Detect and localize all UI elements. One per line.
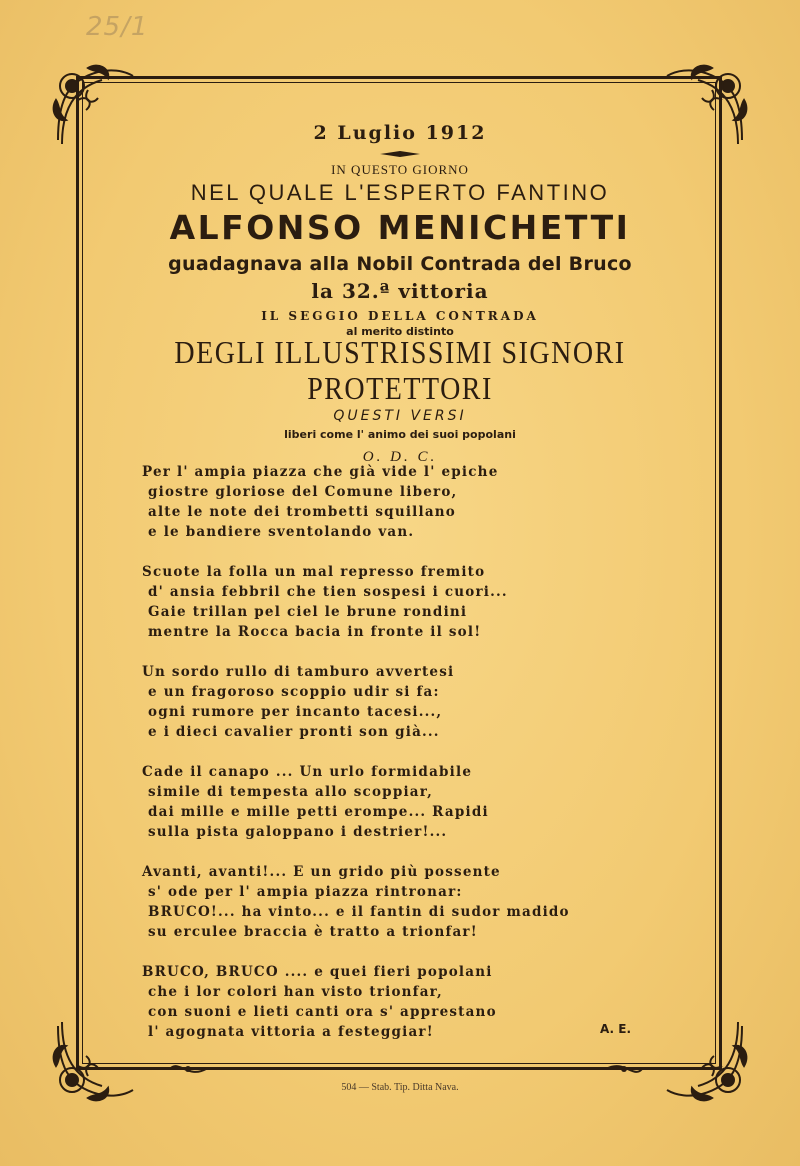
protettori-line: DEGLI ILLUSTRISSIMI SIGNORI PROTETTORI	[174, 336, 626, 407]
poem-line: Scuote la folla un mal represso fremito	[142, 564, 486, 580]
poem-line: simile di tempesta allo scoppiar,	[148, 784, 433, 800]
poem-line: Per l' ampia piazza che già vide l' epiche	[142, 464, 499, 480]
poem-line: mentre la Rocca bacia in fronte il sol!	[148, 624, 482, 640]
poem-line: ogni rumore per incanto tacesi...,	[148, 704, 443, 720]
jockey-name: ALFONSO MENICHETTI	[169, 208, 631, 247]
poem	[142, 462, 662, 1062]
header-block	[100, 118, 700, 466]
printer-imprint: 504 — Stab. Tip. Ditta Nava.	[341, 1082, 459, 1093]
poem-line: su erculee braccia è tratto a trionfar!	[148, 924, 478, 940]
poem-line: e le bandiere sventolando van.	[148, 524, 415, 540]
poem-line: e un fragoroso scoppio udir si fa:	[148, 684, 440, 700]
stanza	[142, 662, 662, 742]
poem-line: alte le note dei trombetti squillano	[148, 504, 456, 520]
poem-line: BRUCO!... ha vinto... e il fantin di sudor madido	[148, 904, 570, 920]
poem-line: BRUCO, BRUCO .... e quei fieri popolani	[142, 964, 493, 980]
stanza	[142, 762, 662, 842]
poem-line: giostre gloriose del Comune libero,	[148, 484, 458, 500]
poem-line: che i lor colori han visto trionfar,	[148, 984, 443, 1000]
poem-line: dai mille e mille petti erompe... Rapidi	[148, 804, 489, 820]
poem-line: sulla pista galoppano i destrier!...	[148, 824, 448, 840]
odc-dedication: O. D. C.	[362, 449, 438, 465]
poem-line: Cade il canapo ... Un urlo formidabile	[142, 764, 473, 780]
poem-line: e i dieci cavalier pronti son già...	[148, 724, 440, 740]
stanza	[142, 462, 662, 542]
signature-initials: A. E.	[600, 1022, 632, 1036]
in-questo-giorno: IN QUESTO GIORNO	[331, 162, 469, 177]
stanza	[142, 962, 662, 1042]
dash-ornament-icon	[380, 150, 420, 158]
victory-line: la 32.ª vittoria	[311, 279, 489, 303]
poem-line: Un sordo rullo di tamburo avvertesi	[142, 664, 455, 680]
nel-quale-line: NEL QUALE L'ESPERTO FANTINO	[190, 180, 610, 205]
poem-line: l' agognata vittoria a festeggiar!	[148, 1024, 434, 1040]
poem-line: s' ode per l' ampia piazza rintronar:	[148, 884, 463, 900]
seggio-line: IL SEGGIO DELLA CONTRADA	[261, 309, 539, 323]
contrada-line: guadagnava alla Nobil Contrada del Bruco	[168, 253, 632, 275]
merito-line: al merito distinto	[346, 325, 454, 338]
archive-mark: 25/1	[86, 12, 149, 42]
poem-line: d' ansia febbril che tien sospesi i cuori...	[148, 584, 508, 600]
stanza	[142, 562, 662, 642]
questi-versi: QUESTI VERSI	[333, 408, 467, 424]
date-heading: 2 Luglio 1912	[313, 122, 487, 144]
poem-line: Avanti, avanti!... E un grido più possente	[142, 864, 501, 880]
liberi-line: liberi come l' animo dei suoi popolani	[284, 428, 516, 441]
stanza	[142, 862, 662, 942]
poem-line: Gaie trillan pel ciel le brune rondini	[148, 604, 468, 620]
poem-line: con suoni e lieti canti ora s' apprestano	[148, 1004, 497, 1020]
